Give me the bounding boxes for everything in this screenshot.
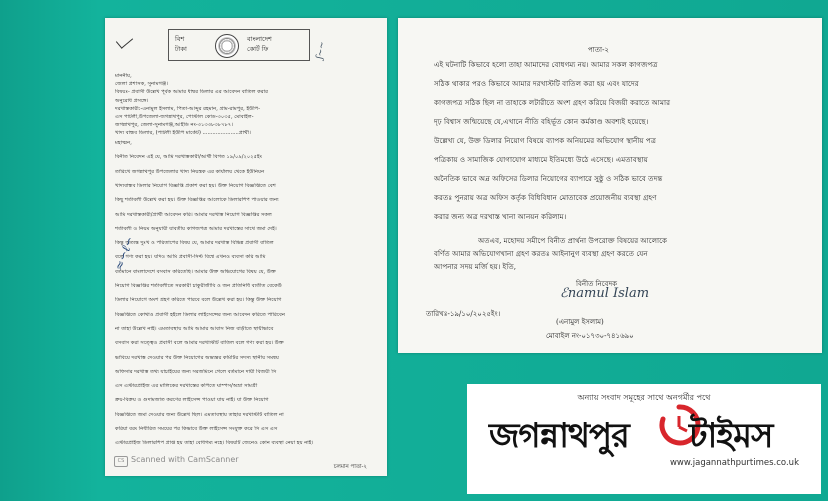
address-line: জগন্নাথপুর, জেলা-সুনামগঞ্জ,আইডি নং-৩১৩৩৮৩৮৭৮৭। [115, 122, 234, 129]
margin-signature: ≈∽ℓ∽ [111, 234, 137, 273]
stamp-right-bottom: কোর্ট ফি [247, 45, 269, 53]
page2-closing-line: আপনার সদয় মর্জি হয়। ইতি, [434, 262, 517, 271]
page2-body-line: উল্লেখ্য যে, উক্ত ডিলার নিয়োগ বিষয়ে ব্যাপক অনিয়মের অভিযোগ স্থানীয় পত্র [434, 136, 657, 145]
body-line: কিন্তু অত্যন্ত দুঃখ ও পরিতাপের বিষয় যে, আমার দরখাস্ত বিভিন্ন প্রবাসী বাতিল [115, 240, 274, 247]
page2-body-line: কাগজপত্র সঠিক ছিল না তাহাকে লটারীতে অংশ গ্রহণ করিয়ে বিজয়ী করাতে আমার [434, 98, 671, 107]
body-line: কিছু শর্তাবলী উল্লেখ করা হয়। উক্ত বিজ্ঞপ্তির আলোকে ডিলারশিপ পাওয়ার জন্য [115, 197, 279, 204]
body-line: ভাবিয়ে দরখাস্ত দেওয়ার পর উক্ত নিয়োগের অভ্যন্তর কমিটির সদস্য স্থানীয় সমন্বয় [115, 354, 279, 361]
body-line: বিনীত নিবেদন এই যে, আমি দরখাস্তকারী/আর্থী বিগত ১৯/০৯/২০২৫ইং [115, 154, 262, 161]
page2-body-line: অনৈতিক ভাবে অন্র অফিসের ডিলার নিয়োগের ব্যাপারে সুষ্ঠু ও সঠিক ভাবে তদন্ত [434, 174, 663, 183]
body-line: এস এস্টারপ্রাইজ এর মালিকের দরখাস্তের কপিতে ঘাম্পস/অম্রা সামগ্রী [115, 383, 258, 390]
address-line: অনুরোধ প্রসঙ্গে। [115, 97, 149, 104]
body-line: নিয়োগ বিজ্ঞপ্তির শর্তাবলীতে সরকারী চাকুরীজীবি ও জন প্রতিনিধি ব্যতীত বেকেউ [115, 283, 282, 289]
court-fee-stamp [168, 29, 310, 61]
page2-closing-line: অতএব, মহোদয় সমীপে বিনীত প্রার্থনা উপরোক্ত বিষয়ের আলোকে [478, 236, 668, 245]
body-line: খাদ্যবান্ধব ডিলার নিয়োগ বিজ্ঞপ্তি প্রকাশ করা হয়। উক্ত নিয়োগ বিজ্ঞপ্তিতে বেশ [115, 182, 276, 189]
sign-intro: বিনীত নিবেদক [576, 280, 618, 288]
logo-brand-left: জগন্নাথপুর [489, 416, 629, 456]
body-line: ডিলার নিয়োগে অংশ গ্রহণ করিতে পারবে বলে উল্লেখ করা হয়। কিন্তু উক্ত নিয়োগ [115, 297, 282, 304]
body-line: অফিসার দরখাস্ত তথ্য যাচাইয়ের জন্য সরজমিনে গেলে বর্তমানে দায়ী বিজয়ী সি [115, 368, 277, 375]
stamp-right-top: বাংলাদেশ [247, 35, 272, 43]
address-line: এস পাটলী,উপজেলা-জগন্নাথপুর, পোস্টাল কোড-৩০৩৫, মোবাইল- [115, 114, 254, 120]
continued-label: চলমান পাতা-২ [333, 464, 367, 470]
signer-mobile: মোবাইল নং-০১৭৩০-৭৪১৬৯০ [546, 332, 634, 340]
body-line: ক্রয়-বিক্রয় ও গুদামজাত করণের লাইসেন্স পাওয়া যায় নাই। যা উক্ত নিয়োগ [115, 397, 269, 404]
stamp-signature: ʃ~~ [315, 40, 328, 60]
address-line: দরখাস্তকারী:-এনামুল ইসলাম, পিতা-আব্দুর রহমান, গ্রাম-রামপুর, ইউপি- [115, 105, 260, 112]
body-line: বিজ্ঞপ্তিতে কোথাও প্রবাসী হইলে ডিলার লাইসেন্সের জন্য আবেদন করিতে পারিবেন [115, 311, 285, 318]
document-page-1 [105, 18, 387, 476]
page2-body-line: পত্রিকায় ও সামাজিক যোগাযোগ মাধ্যমে ইতিমধ্যে উঠে এসেছে। এমতাবস্থায় [434, 155, 648, 164]
body-line: আমি দরখাস্তকারী/প্রার্থী আবেদন করি। আমার দরখাস্ত নিয়োগ বিজ্ঞপ্তির সকল [115, 211, 272, 218]
camscanner-icon: CS [114, 456, 128, 467]
page-label: পাতা-২ [588, 46, 609, 54]
address-line: বিষয়ঃ- প্রবাসী উল্লেখ পূর্বক আমার ধাম্বর ডিলার এর আবেদন বাতিল করার [115, 89, 268, 96]
page2-body-line: করার জন্য অত্র দরখাস্ত খানা আনয়ন করিলাম। [434, 212, 567, 221]
logo-brand-right: টাইমস [689, 416, 773, 456]
document-page-2 [398, 18, 822, 353]
page2-body-line: দৃঢ় বিশ্বাস জন্মিয়েছে যে,এখানে নীতি বহির্ভূত কোন কর্মকাণ্ড অবশ্যই হয়েছে। [434, 117, 649, 126]
page2-body-line: এই ঘটনাটি কিভাবে হলো তাহা আমাদের বোধগম্য নয়। আমার সকল কাগজপত্র [434, 60, 658, 69]
body-line: না তাহা উল্লেখ নাই। এমতাবস্থায় আমি আমার আবাস নিজ বাড়ীতে স্থায়ীভাবে [115, 325, 274, 332]
document-date: তারিখঃ-১৯/১০/২০২৫ইং। [426, 310, 501, 318]
body-line: শর্তাবলী ও নিয়ম অনুযায়ী যাবতীয় কাগজপত্র আমার দরখাস্তের সাথে জমা দেই। [115, 225, 277, 232]
body-line: বসবাস করা সত্ত্বেও প্রবাসী বলে আমার দরখাস্টটি বাতিল বলে গণ্য করা হয়। উক্ত [115, 340, 284, 347]
body-line: মহাত্মন, [115, 140, 132, 146]
address-line: খাদ্য বান্ধব ডিলার, (পাটলী ইউপি মার্কেট) ......................প্রার্থী। [115, 130, 251, 137]
scanner-watermark: CS Scanned with CamScanner [114, 455, 239, 467]
address-line: মাননীয়, [115, 73, 132, 79]
address-line: জেলা প্রশাসক, সুনামগঞ্জ। [115, 81, 169, 88]
body-line: বলে গণ্য করা হয়। যদিও আমি প্রবাসী-সিল্ট বিশ্বে এখনও ব্যবসা করি আমি [115, 254, 266, 261]
page2-body-line: করতঃ পুনরায় অত্র অফিস কর্তৃক বিধিবিধান মোতাবেক প্রয়োজনীয় ব্যবস্থা গ্রহণ [434, 193, 657, 202]
logo-url: www.jagannathpurtimes.co.uk [669, 458, 799, 468]
body-line: বর্তমানে বাংলাদেশে বসবাস করিতেছি। আমার উক্ত অভিযোগের বিষয় যে, উক্ত [115, 268, 276, 275]
signer-name: (এনামুল ইসলাম) [556, 318, 604, 326]
emblem-icon [215, 34, 239, 58]
stamp-left-bottom: টাকা [175, 45, 187, 53]
logo-tagline: অন্যায় সংবাদ সমূহের সাথে অনগর্মীর পথে [577, 393, 711, 402]
corner-mark [116, 32, 133, 49]
body-line: করিয়া বরং নির্ধারিত সময়ের পর কিভাবে উক্ত লাইসেন্স সংযুক্ত করে সি এস এস [115, 426, 278, 432]
stamp-left-top: বিশ [175, 35, 185, 43]
body-line: তারিখে জগন্নাথপুর উপজেলার খাদ্য নিয়ন্ত্রক এর কার্যালয় থেকে ইউনিয়ন [115, 168, 265, 175]
body-line: এস্টারপ্রাইজ ডিলারশিপ প্রাপ্ত হয় তাহা বোধগম্য নহে। বিষয়টি জেনেও কোন ব্যবস্থা নেয়া হয় নাই। [115, 440, 314, 447]
page2-closing-line: বর্ণিত আমার অভিযোগখানা গ্রহণ করতঃ আইনানুগ ব্যবস্থা গ্রহণ করতে যেন [434, 249, 648, 258]
page2-body-line: সঠিক থাকার পরও কিভাবে আমার দরখাস্টটি বাতিল করা হয় এবং যাদের [434, 79, 639, 88]
body-line: বিজ্ঞপ্তিতে জমা দেওয়ার জন্য উল্লেখ ছিল। এমতাবস্থায় তাহার দরখাস্টটি বাতিল না [115, 411, 284, 418]
signer-signature: ℰnamul Islam [560, 286, 650, 301]
publisher-logo [467, 384, 821, 494]
